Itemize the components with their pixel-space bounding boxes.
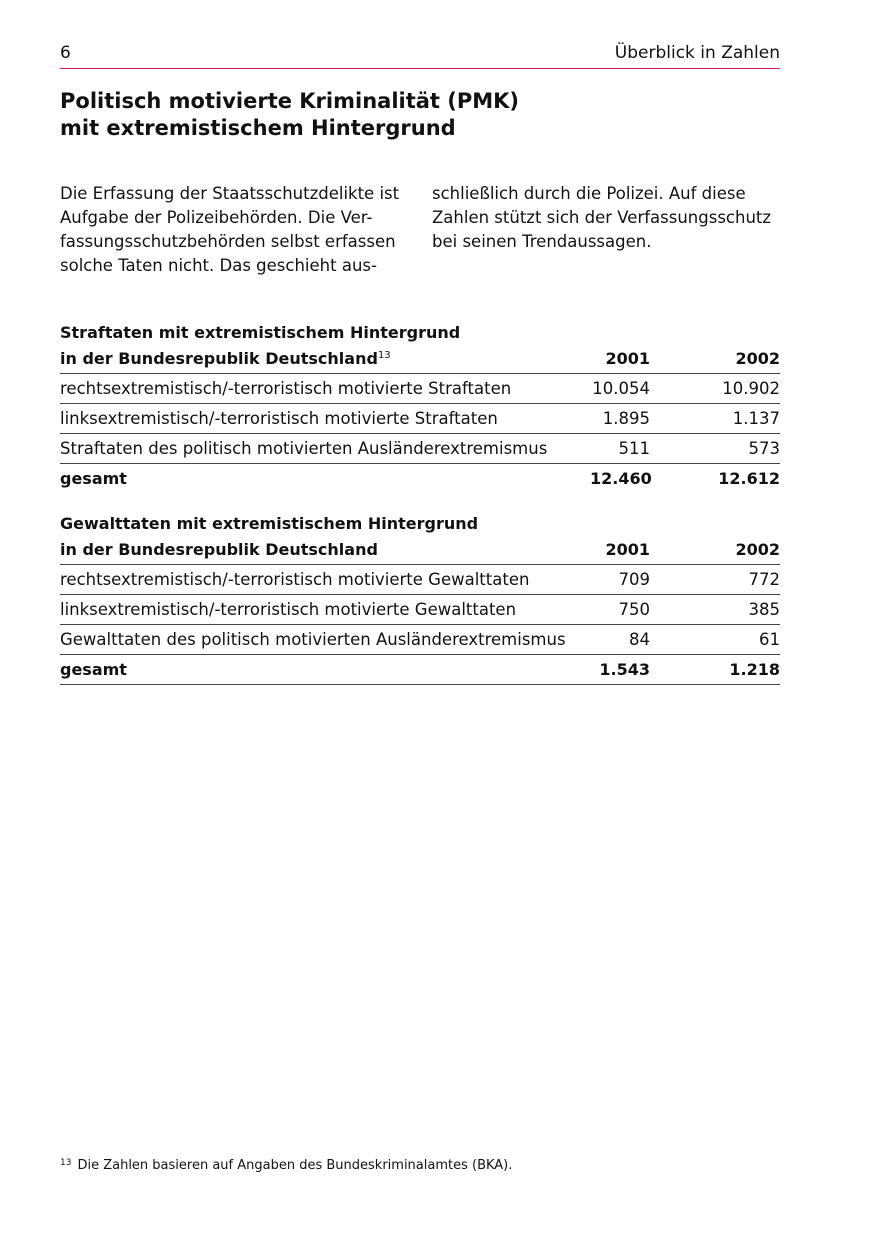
value-2002: 10.902 xyxy=(650,374,780,404)
page-header xyxy=(60,42,780,69)
gewalttaten-table xyxy=(60,511,780,685)
table-heading-line-1: Straftaten mit extremistischem Hintergrund xyxy=(60,322,461,342)
column-header-2001: 2001 xyxy=(590,344,650,374)
straftaten-table xyxy=(60,320,780,493)
column-header-2002: 2002 xyxy=(650,535,780,565)
table-heading-line-2 xyxy=(60,344,590,374)
column-header-2001: 2001 xyxy=(590,535,650,565)
row-label: Gewalttaten des politisch motivierten Ausländerextremismus xyxy=(60,625,590,655)
row-label: Straftaten des politisch motivierten Ausländerextremismus xyxy=(60,434,590,464)
value-2001: 10.054 xyxy=(590,374,650,404)
running-title: Überblick in Zahlen xyxy=(614,43,780,63)
footnote xyxy=(60,1154,512,1175)
row-label: linksextremistisch/-terroristisch motivierte Gewalttaten xyxy=(60,595,590,625)
value-2002: 772 xyxy=(650,565,780,595)
intro-line: fassungsschutzbehörden selbst erfassen xyxy=(60,232,396,251)
table-heading-row xyxy=(60,320,780,344)
section-title-line-2: mit extremistischem Hintergrund xyxy=(60,116,456,140)
page-number: 6 xyxy=(60,43,71,63)
section-title xyxy=(60,88,780,142)
table-heading-row xyxy=(60,511,780,535)
table-heading-line-1: Gewalttaten mit extremistischem Hintergrund xyxy=(60,513,479,533)
total-2002: 12.612 xyxy=(650,464,780,494)
intro-line: solche Taten nicht. Das geschieht aus- xyxy=(60,256,377,275)
total-label: gesamt xyxy=(60,655,590,685)
total-label: gesamt xyxy=(60,464,590,494)
total-row xyxy=(60,655,780,685)
row-label: linksextremistisch/-terroristisch motivierte Straftaten xyxy=(60,404,590,434)
intro-column-left xyxy=(60,182,410,278)
table-row xyxy=(60,625,780,655)
table-row xyxy=(60,404,780,434)
table-row xyxy=(60,595,780,625)
intro-line: Die Erfassung der Staatsschutzdelikte ist xyxy=(60,184,400,203)
value-2002: 1.137 xyxy=(650,404,780,434)
value-2001: 511 xyxy=(590,434,650,464)
intro-line: schließlich durch die Polizei. Auf diese xyxy=(432,184,746,203)
total-2001: 1.543 xyxy=(590,655,650,685)
row-label: rechtsextremistisch/-terroristisch motivierte Straftaten xyxy=(60,374,590,404)
intro-line: Zahlen stützt sich der Verfassungsschutz xyxy=(432,208,772,227)
section-title-line-1: Politisch motivierte Kriminalität (PMK) xyxy=(60,89,520,113)
table-heading-line-2: in der Bundesrepublik Deutschland xyxy=(60,535,590,565)
row-label: rechtsextremistisch/-terroristisch motivierte Gewalttaten xyxy=(60,565,590,595)
value-2001: 750 xyxy=(590,595,650,625)
intro-line: Aufgabe der Polizeibehörden. Die Ver- xyxy=(60,208,373,227)
table-row xyxy=(60,565,780,595)
footnote-text: Die Zahlen basieren auf Angaben des Bundeskriminalamtes (BKA). xyxy=(77,1158,513,1173)
table-heading-text: in der Bundesrepublik Deutschland xyxy=(60,349,378,368)
intro-column-right xyxy=(432,182,782,254)
table-header-row xyxy=(60,344,780,374)
value-2002: 61 xyxy=(650,625,780,655)
value-2002: 385 xyxy=(650,595,780,625)
value-2001: 84 xyxy=(590,625,650,655)
table-header-row xyxy=(60,535,780,565)
column-header-2002: 2002 xyxy=(650,344,780,374)
table-row xyxy=(60,374,780,404)
value-2001: 709 xyxy=(590,565,650,595)
total-row xyxy=(60,464,780,494)
footnote-reference: 13 xyxy=(377,350,391,361)
value-2002: 573 xyxy=(650,434,780,464)
footnote-marker: 13 xyxy=(60,1158,72,1168)
total-2002: 1.218 xyxy=(650,655,780,685)
total-2001: 12.460 xyxy=(590,464,650,494)
table-row xyxy=(60,434,780,464)
intro-line: bei seinen Trendaussagen. xyxy=(432,232,652,251)
value-2001: 1.895 xyxy=(590,404,650,434)
